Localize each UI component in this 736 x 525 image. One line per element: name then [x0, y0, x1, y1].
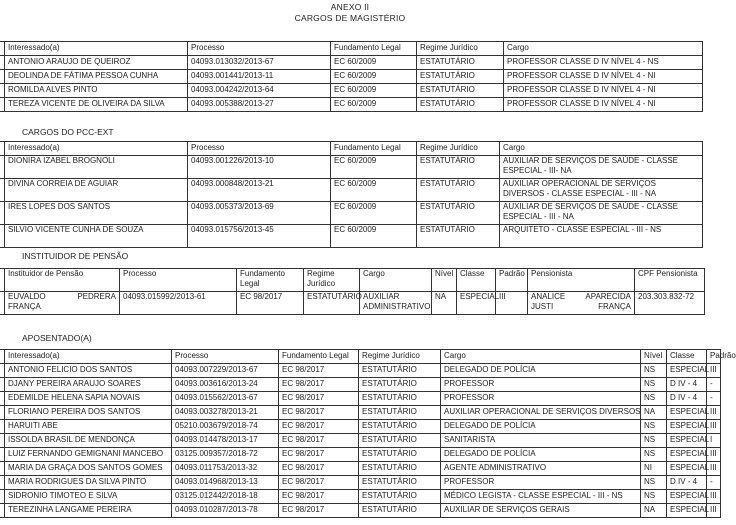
regime-cell: Regime Jurídico: [359, 350, 441, 364]
processo-cell: 04093.015756/2013-45: [188, 225, 331, 248]
nivel-cell: Nível: [641, 350, 667, 364]
nivel-cell: NS: [641, 378, 667, 392]
fundamento-cell: Fundamento Legal: [331, 42, 417, 56]
classe-cell: ESPECIAL: [667, 420, 707, 434]
interessado-cell: ANTONIO FELICIO DOS SANTOS: [5, 364, 172, 378]
fundamento-cell: EC 98/2017: [237, 292, 304, 315]
classe-cell: D IV - 4: [667, 476, 707, 490]
annex-subtitle: CARGOS DE MAGISTÉRIO: [294, 13, 406, 23]
cargo-cell: AGENTE ADMINISTRATIVO: [441, 462, 641, 476]
interessado-cell: FLORIANO PEREIRA DOS SANTOS: [5, 406, 172, 420]
processo-cell: 03125.009357/2018-72: [172, 448, 279, 462]
cargo-cell: DELEGADO DE POLÍCIA: [441, 420, 641, 434]
nivel-cell: NI: [641, 462, 667, 476]
nivel-cell: NA: [432, 292, 457, 315]
regime-cell: ESTATUTÁRIO: [359, 476, 441, 490]
cargo-cell: PROFESSOR: [441, 476, 641, 490]
cargo-cell: Cargo: [360, 269, 432, 292]
interessado-cell: MARIA DA GRAÇA DOS SANTOS GOMES: [5, 462, 172, 476]
fundamento-cell: EC 98/2017: [279, 378, 359, 392]
regime-cell: ESTATUTÁRIO: [417, 225, 500, 248]
table-row: [0, 434, 721, 448]
classe-cell: Classe: [457, 269, 496, 292]
regime-cell: ESTATUTÁRIO: [359, 392, 441, 406]
regime-cell: Regime Jurídico: [304, 269, 360, 292]
fundamento-cell: EC 98/2017: [279, 462, 359, 476]
regime-cell: ESTATUTÁRIO: [304, 292, 360, 315]
padrao-cell: III: [707, 462, 721, 476]
section-pcc-ext-title: CARGOS DO PCC-EXT: [22, 127, 114, 137]
cargo-cell: DELEGADO DE POLÍCIA: [441, 448, 641, 462]
cpf-cell: 203.303.832-72: [635, 292, 705, 315]
interessado-cell: EDEMILDE HELENA SAPIA NOVAIS: [5, 392, 172, 406]
table-row: [0, 56, 703, 70]
padrao-cell: III: [707, 504, 721, 518]
interessado-cell: SIDRONIO TIMOTEO E SILVA: [5, 490, 172, 504]
regime-cell: Regime Jurídico: [417, 142, 500, 156]
processo-cell: 04093.005388/2013-27: [188, 98, 331, 112]
fundamento-cell: EC 60/2009: [331, 202, 417, 225]
magisterio-table: [0, 41, 703, 112]
padrao-cell: -: [707, 476, 721, 490]
fundamento-cell: EC 98/2017: [279, 434, 359, 448]
cargo-cell: PROFESSOR CLASSE D IV NÍVEL 4 - NI: [504, 70, 703, 84]
fundamento-cell: EC 98/2017: [279, 504, 359, 518]
processo-cell: 04093.015992/2013-61: [120, 292, 237, 315]
processo-cell: Processo: [120, 269, 237, 292]
padrao-cell: -: [707, 378, 721, 392]
nivel-cell: NS: [641, 434, 667, 448]
cpf-cell: CPF Pensionista: [635, 269, 705, 292]
fundamento-cell: EC 60/2009: [331, 56, 417, 70]
classe-cell: ESPECIAL: [667, 504, 707, 518]
regime-cell: ESTATUTÁRIO: [359, 448, 441, 462]
processo-cell: 05210.003679/2018-74: [172, 420, 279, 434]
cargo-cell: Cargo: [500, 142, 703, 156]
regime-cell: ESTATUTÁRIO: [417, 179, 500, 202]
regime-cell: ESTATUTÁRIO: [417, 70, 504, 84]
interessado-cell: EUVALDO PEDRERA FRANÇA: [5, 292, 120, 315]
table-header-row: [0, 42, 703, 56]
regime-cell: ESTATUTÁRIO: [359, 462, 441, 476]
regime-cell: ESTATUTÁRIO: [417, 84, 504, 98]
table-row: [0, 490, 721, 504]
padrao-cell: I: [707, 434, 721, 448]
interessado-cell: TEREZA VICENTE DE OLIVEIRA DA SILVA: [5, 98, 188, 112]
fundamento-cell: EC 60/2009: [331, 98, 417, 112]
padrao-cell: Padrão: [707, 350, 721, 364]
fundamento-cell: Fundamento Legal: [237, 269, 304, 292]
interessado-cell: Interessado(a): [5, 42, 188, 56]
processo-cell: 04093.014968/2013-13: [172, 476, 279, 490]
fundamento-cell: EC 98/2017: [279, 392, 359, 406]
regime-cell: ESTATUTÁRIO: [417, 202, 500, 225]
cargo-cell: ARQUITETO - CLASSE ESPECIAL - III - NS: [500, 225, 703, 248]
interessado-cell: Instituidor de Pensão: [5, 269, 120, 292]
table-row: [0, 202, 703, 225]
cargo-cell: MÉDICO LEGISTA - CLASSE ESPECIAL - III - NS: [441, 490, 641, 504]
processo-cell: Processo: [188, 142, 331, 156]
classe-cell: ESPECIAL: [667, 406, 707, 420]
pcc-ext-table: [0, 141, 703, 248]
processo-cell: 04093.000848/2013-21: [188, 179, 331, 202]
pensionista-cell: ANALICE APARECIDA JUSTI FRANÇA: [528, 292, 635, 315]
nivel-cell: Nível: [432, 269, 457, 292]
regime-cell: ESTATUTÁRIO: [359, 504, 441, 518]
fundamento-cell: EC 60/2009: [331, 225, 417, 248]
table-row: [0, 420, 721, 434]
table-row: [0, 504, 721, 518]
classe-cell: Classe: [667, 350, 707, 364]
table-row: [0, 378, 721, 392]
fundamento-cell: EC 60/2009: [331, 84, 417, 98]
nivel-cell: NA: [641, 406, 667, 420]
interessado-cell: ISSOLDA BRASIL DE MENDONÇA: [5, 434, 172, 448]
fundamento-cell: Fundamento Legal: [331, 142, 417, 156]
interessado-cell: ANTONIO ARAUJO DE QUEIROZ: [5, 56, 188, 70]
fundamento-cell: EC 98/2017: [279, 406, 359, 420]
section-aposentado-title: APOSENTADO(A): [22, 333, 92, 343]
cargo-cell: PROFESSOR: [441, 392, 641, 406]
aposentado-table: [0, 349, 736, 518]
fundamento-cell: EC 98/2017: [279, 476, 359, 490]
nivel-cell: NA: [641, 504, 667, 518]
table-row: [0, 98, 703, 112]
fundamento-cell: EC 60/2009: [331, 156, 417, 179]
table-row: [0, 70, 703, 84]
regime-cell: ESTATUTÁRIO: [417, 156, 500, 179]
interessado-cell: MARIA RODRIGUES DA SILVA PINTO: [5, 476, 172, 490]
interessado-cell: SILVIO VICENTE CUNHA DE SOUZA: [5, 225, 188, 248]
regime-cell: ESTATUTÁRIO: [359, 420, 441, 434]
cargo-cell: Cargo: [504, 42, 703, 56]
processo-cell: 04093.010287/2013-78: [172, 504, 279, 518]
cargo-cell: AUXILIAR DE SERVIÇOS GERAIS: [441, 504, 641, 518]
regime-cell: ESTATUTÁRIO: [359, 364, 441, 378]
processo-cell: Processo: [172, 350, 279, 364]
cargo-cell: SANITARISTA: [441, 434, 641, 448]
fundamento-cell: EC 98/2017: [279, 448, 359, 462]
table-row: [0, 462, 721, 476]
padrao-cell: Padrão: [496, 269, 528, 292]
nivel-cell: NS: [641, 490, 667, 504]
table-header-row: [0, 142, 703, 156]
interessado-cell: LUIZ FERNANDO GEMIGNANI MANCEBO: [5, 448, 172, 462]
table-row: [0, 364, 721, 378]
cargo-cell: PROFESSOR CLASSE D IV NÍVEL 4 - NS: [504, 56, 703, 70]
interessado-cell: ROMILDA ALVES PINTO: [5, 84, 188, 98]
cargo-cell: PROFESSOR: [441, 378, 641, 392]
interessado-cell: DIONIRA IZABEL BROGNOLI: [5, 156, 188, 179]
nivel-cell: NS: [641, 476, 667, 490]
padrao-cell: III: [707, 364, 721, 378]
table-row: [0, 84, 703, 98]
processo-cell: 04093.004242/2013-64: [188, 84, 331, 98]
cargo-cell: PROFESSOR CLASSE D IV NÍVEL 4 - NI: [504, 84, 703, 98]
regime-cell: ESTATUTÁRIO: [359, 434, 441, 448]
classe-cell: ESPECIAL: [667, 364, 707, 378]
processo-cell: 04093.011753/2013-32: [172, 462, 279, 476]
pensionista-cell: Pensionista: [528, 269, 635, 292]
nivel-cell: NS: [641, 392, 667, 406]
fundamento-cell: EC 98/2017: [279, 364, 359, 378]
cargo-cell: AUXILIAR OPERACIONAL DE SERVIÇOS DIVERSOS: [441, 406, 641, 420]
table-row: [0, 392, 721, 406]
padrao-cell: III: [707, 490, 721, 504]
processo-cell: 04093.007229/2013-67: [172, 364, 279, 378]
processo-cell: 04093.013032/2013-67: [188, 56, 331, 70]
fundamento-cell: EC 98/2017: [279, 420, 359, 434]
table-row: [0, 448, 721, 462]
classe-cell: ESPECIAL: [667, 448, 707, 462]
padrao-cell: III: [707, 448, 721, 462]
processo-cell: 04093.001226/2013-10: [188, 156, 331, 179]
nivel-cell: NS: [641, 448, 667, 462]
classe-cell: ESPECIAL: [667, 490, 707, 504]
cargo-cell: Cargo: [441, 350, 641, 364]
table-row: [0, 179, 703, 202]
table-row: [0, 225, 703, 248]
regime-cell: ESTATUTÁRIO: [359, 378, 441, 392]
classe-cell: ESPECIAL: [667, 434, 707, 448]
regime-cell: Regime Jurídico: [417, 42, 504, 56]
processo-cell: 04093.015562/2013-67: [172, 392, 279, 406]
interessado-cell: HARUITI ABE: [5, 420, 172, 434]
interessado-cell: DJANY PEREIRA ARAUJO SOARES: [5, 378, 172, 392]
classe-cell: ESPECIAL: [667, 462, 707, 476]
nivel-cell: NS: [641, 420, 667, 434]
interessado-cell: IRES LOPES DOS SANTOS: [5, 202, 188, 225]
processo-cell: 04093.001441/2013-11: [188, 70, 331, 84]
nivel-cell: NS: [641, 364, 667, 378]
classe-cell: D IV - 4: [667, 392, 707, 406]
fundamento-cell: EC 60/2009: [331, 70, 417, 84]
cargo-cell: AUXILIAR ADMINISTRATIVO: [360, 292, 432, 315]
table-row: [0, 406, 721, 420]
processo-cell: 03125.012442/2018-18: [172, 490, 279, 504]
regime-cell: ESTATUTÁRIO: [417, 98, 504, 112]
interessado-cell: Interessado(a): [5, 350, 172, 364]
interessado-cell: TEREZINHA LANGAME PEREIRA: [5, 504, 172, 518]
pensao-table: [0, 268, 705, 315]
classe-cell: ESPECIAL: [457, 292, 496, 315]
table-header-row: [0, 269, 705, 292]
interessado-cell: DIVINA CORREIA DE AGUIAR: [5, 179, 188, 202]
table-row: [0, 292, 705, 315]
padrao-cell: III: [707, 406, 721, 420]
processo-cell: 04093.003616/2013-24: [172, 378, 279, 392]
padrao-cell: III: [707, 420, 721, 434]
cargo-cell: AUXILIAR DE SERVIÇOS DE SAÚDE - CLASSE ESPECIAL - III - NA: [500, 202, 703, 225]
interessado-cell: Interessado(a): [5, 142, 188, 156]
interessado-cell: DEOLINDA DE FÁTIMA PESSOA CUNHA: [5, 70, 188, 84]
annex-title: ANEXO II: [330, 2, 370, 12]
table-row: [0, 156, 703, 179]
regime-cell: ESTATUTÁRIO: [359, 406, 441, 420]
cargo-cell: AUXILIAR DE SERVIÇOS DE SAÚDE - CLASSE ESPECIAL - III- NA: [500, 156, 703, 179]
padrao-cell: III: [496, 292, 528, 315]
regime-cell: ESTATUTÁRIO: [417, 56, 504, 70]
classe-cell: D IV - 4: [667, 378, 707, 392]
cargo-cell: PROFESSOR CLASSE D IV NÍVEL 4 - NI: [504, 98, 703, 112]
padrao-cell: -: [707, 392, 721, 406]
section-pensao-title: INSTITUIDOR DE PENSÃO: [22, 251, 129, 261]
table-row: [0, 476, 721, 490]
processo-cell: 04093.005373/2013-69: [188, 202, 331, 225]
table-header-row: [0, 350, 721, 364]
processo-cell: 04093.014478/2013-17: [172, 434, 279, 448]
processo-cell: 04093.003278/2013-21: [172, 406, 279, 420]
processo-cell: Processo: [188, 42, 331, 56]
cargo-cell: DELEGADO DE POLÍCIA: [441, 364, 641, 378]
fundamento-cell: EC 98/2017: [279, 490, 359, 504]
fundamento-cell: EC 60/2009: [331, 179, 417, 202]
regime-cell: ESTATUTÁRIO: [359, 490, 441, 504]
cargo-cell: AUXILIAR OPERACIONAL DE SERVIÇOS DIVERSOS - CLASSE ESPECIAL - III - NA: [500, 179, 703, 202]
fundamento-cell: Fundamento Legal: [279, 350, 359, 364]
